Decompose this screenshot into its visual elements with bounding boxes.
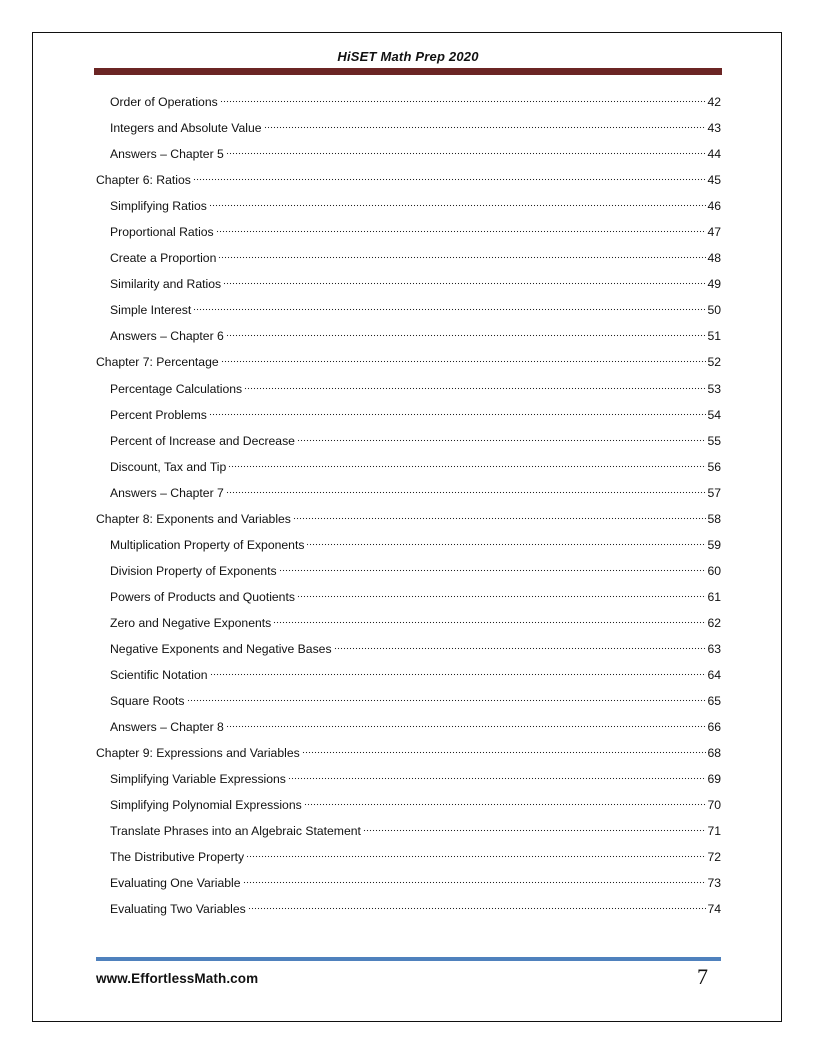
toc-entry-page: 45 bbox=[707, 173, 721, 188]
footer-website[interactable]: www.EffortlessMath.com bbox=[96, 971, 259, 986]
toc-section-entry[interactable] bbox=[96, 901, 721, 927]
toc-entry-page: 48 bbox=[707, 251, 721, 266]
table-of-contents bbox=[96, 94, 721, 928]
toc-dot-leader bbox=[243, 872, 706, 884]
toc-dot-leader bbox=[334, 638, 706, 650]
toc-dot-leader bbox=[221, 351, 706, 363]
toc-dot-leader bbox=[193, 169, 706, 181]
toc-dot-leader bbox=[218, 247, 706, 259]
toc-dot-leader bbox=[209, 195, 706, 207]
toc-dot-leader bbox=[306, 534, 706, 546]
toc-dot-leader bbox=[216, 221, 706, 233]
toc-dot-leader bbox=[209, 404, 706, 416]
toc-entry-label: The Distributive Property bbox=[110, 850, 245, 865]
toc-entry-page: 52 bbox=[707, 355, 721, 370]
toc-dot-leader bbox=[279, 560, 706, 572]
toc-dot-leader bbox=[264, 117, 706, 129]
toc-entry-page: 69 bbox=[707, 772, 721, 787]
footer-page-number: 7 bbox=[697, 964, 708, 989]
toc-entry-page: 53 bbox=[707, 381, 721, 396]
toc-entry-label: Evaluating One Variable bbox=[110, 876, 241, 891]
toc-entry-label: Powers of Products and Quotients bbox=[110, 589, 295, 604]
toc-entry-page: 59 bbox=[707, 537, 721, 552]
toc-dot-leader bbox=[273, 612, 706, 624]
toc-dot-leader bbox=[210, 664, 706, 676]
toc-entry-label: Proportional Ratios bbox=[110, 225, 214, 240]
toc-entry-label: Answers – Chapter 5 bbox=[110, 147, 224, 162]
toc-entry-page: 66 bbox=[707, 720, 721, 735]
toc-entry-page: 70 bbox=[707, 798, 721, 813]
toc-entry-page: 42 bbox=[707, 95, 721, 109]
toc-dot-leader bbox=[226, 716, 706, 728]
toc-entry-page: 58 bbox=[707, 511, 721, 526]
toc-entry-label: Negative Exponents and Negative Bases bbox=[110, 641, 332, 656]
toc-entry-page: 68 bbox=[707, 746, 721, 761]
toc-entry-page: 56 bbox=[707, 459, 721, 474]
toc-entry-label: Chapter 6: Ratios bbox=[96, 173, 191, 188]
toc-dot-leader bbox=[220, 91, 706, 103]
toc-entry-label: Multiplication Property of Exponents bbox=[110, 537, 305, 552]
toc-dot-leader bbox=[363, 820, 706, 832]
toc-entry-label: Translate Phrases into an Algebraic Statement bbox=[110, 824, 361, 839]
toc-entry-page: 62 bbox=[707, 615, 721, 630]
toc-dot-leader bbox=[288, 768, 706, 780]
toc-entry-page: 50 bbox=[707, 303, 721, 318]
toc-entry-label: Percent Problems bbox=[110, 407, 207, 422]
toc-entry-label: Zero and Negative Exponents bbox=[110, 615, 272, 630]
toc-entry-label: Order of Operations bbox=[110, 95, 218, 109]
toc-entry-label: Percentage Calculations bbox=[110, 381, 243, 396]
toc-entry-page: 47 bbox=[707, 225, 721, 240]
toc-dot-leader bbox=[293, 508, 706, 520]
toc-entry-page: 57 bbox=[707, 485, 721, 500]
toc-dot-leader bbox=[248, 898, 706, 910]
toc-dot-leader bbox=[244, 378, 706, 390]
toc-entry-label: Integers and Absolute Value bbox=[110, 121, 262, 136]
toc-entry-label: Simplifying Ratios bbox=[110, 199, 207, 214]
toc-entry-page: 73 bbox=[707, 876, 721, 891]
toc-entry-label: Simplifying Variable Expressions bbox=[110, 772, 286, 787]
toc-entry-page: 65 bbox=[707, 694, 721, 709]
toc-entry-label: Answers – Chapter 7 bbox=[110, 485, 224, 500]
toc-dot-leader bbox=[228, 456, 706, 468]
toc-entry-label: Discount, Tax and Tip bbox=[110, 459, 227, 474]
toc-entry-label: Create a Proportion bbox=[110, 251, 217, 266]
toc-entry-page: 43 bbox=[707, 121, 721, 136]
toc-entry-label: Square Roots bbox=[110, 694, 185, 709]
toc-dot-leader bbox=[226, 482, 706, 494]
toc-entry-label: Percent of Increase and Decrease bbox=[110, 433, 295, 448]
toc-entry-label: Evaluating Two Variables bbox=[110, 902, 246, 917]
toc-entry-label: Simplifying Polynomial Expressions bbox=[110, 798, 302, 813]
toc-entry-page: 63 bbox=[707, 641, 721, 656]
toc-entry-page: 49 bbox=[707, 277, 721, 292]
toc-dot-leader bbox=[193, 299, 706, 311]
running-header-title: HiSET Math Prep 2020 bbox=[337, 49, 479, 64]
toc-entry-page: 61 bbox=[707, 589, 721, 604]
toc-dot-leader bbox=[226, 325, 706, 337]
toc-entry-page: 44 bbox=[707, 147, 721, 162]
toc-entry-page: 60 bbox=[707, 563, 721, 578]
toc-entry-label: Division Property of Exponents bbox=[110, 563, 277, 578]
toc-entry-label: Chapter 8: Exponents and Variables bbox=[96, 511, 291, 526]
toc-dot-leader bbox=[226, 143, 706, 155]
footer-rule bbox=[96, 957, 721, 961]
toc-entry-label: Chapter 7: Percentage bbox=[96, 355, 219, 370]
header-rule bbox=[94, 68, 722, 75]
toc-entry-label: Similarity and Ratios bbox=[110, 277, 222, 292]
toc-entry-page: 51 bbox=[707, 329, 721, 344]
toc-entry-label: Simple Interest bbox=[110, 303, 192, 318]
toc-entry-page: 72 bbox=[707, 850, 721, 865]
toc-entry-page: 71 bbox=[707, 824, 721, 839]
toc-dot-leader bbox=[297, 586, 706, 598]
toc-dot-leader bbox=[223, 273, 706, 285]
toc-entry-page: 54 bbox=[707, 407, 721, 422]
toc-dot-leader bbox=[304, 794, 706, 806]
toc-dot-leader bbox=[302, 742, 706, 754]
toc-dot-leader bbox=[297, 430, 706, 442]
toc-dot-leader bbox=[187, 690, 706, 702]
toc-dot-leader bbox=[246, 846, 706, 858]
toc-entry-page: 55 bbox=[707, 433, 721, 448]
toc-entry-label: Answers – Chapter 6 bbox=[110, 329, 224, 344]
toc-entry-page: 46 bbox=[707, 199, 721, 214]
toc-entry-label: Scientific Notation bbox=[110, 668, 208, 683]
toc-entry-page: 64 bbox=[707, 668, 721, 683]
toc-entry-label: Answers – Chapter 8 bbox=[110, 720, 224, 735]
toc-entry-page: 74 bbox=[707, 902, 721, 917]
toc-entry-label: Chapter 9: Expressions and Variables bbox=[96, 746, 300, 761]
